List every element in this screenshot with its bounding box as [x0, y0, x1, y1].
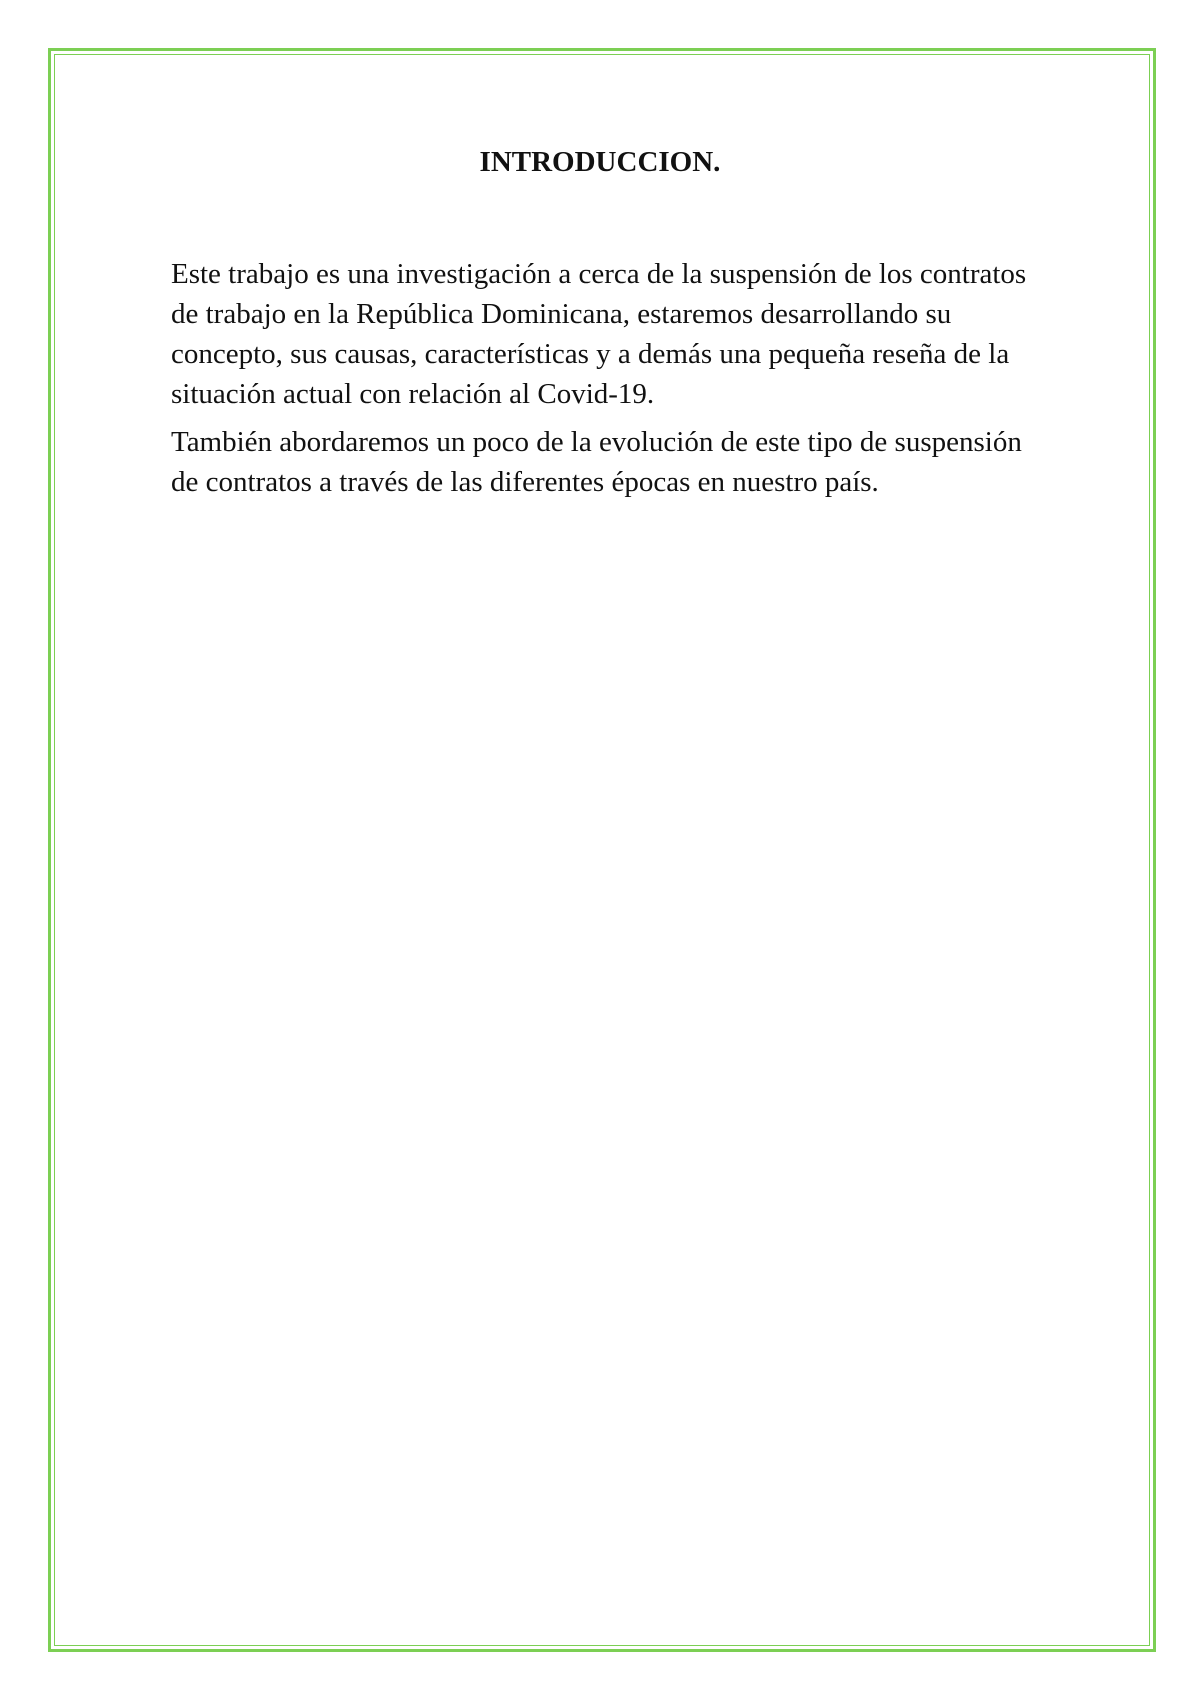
document-body [171, 254, 1031, 510]
page-title: INTRODUCCION. [479, 146, 721, 178]
paragraph-intro: Este trabajo es una investigación a cerca de la suspensión de los contratos de trabajo en la República Dominicana, estaremos desarrollando su concepto, sus causas, características y a demás una pequeña reseña de la situación actual con relación al Covid-19. [171, 258, 1027, 410]
paragraph-evolution: También abordaremos un poco de la evolución de este tipo de suspensión de contratos a través de las diferentes épocas en nuestro país. [171, 426, 1022, 498]
